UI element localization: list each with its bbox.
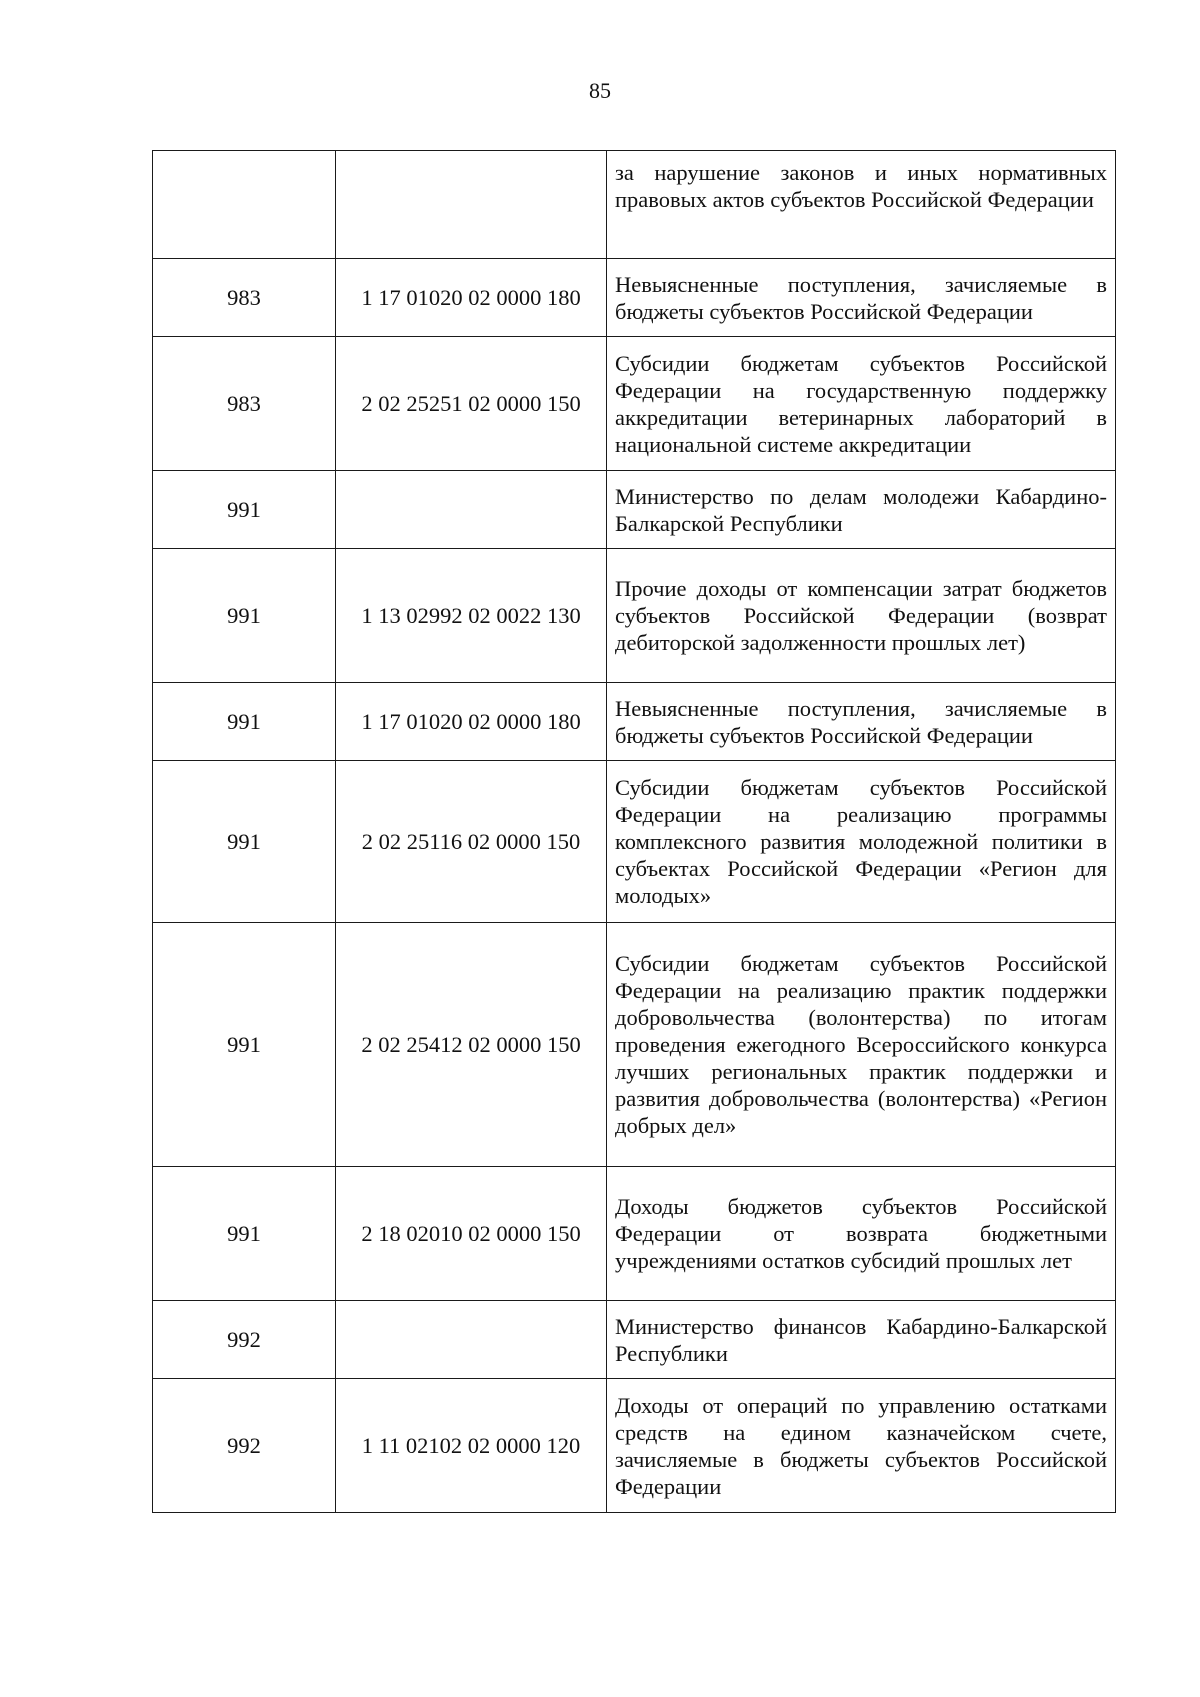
admin-code-cell: 992 (153, 1379, 336, 1513)
admin-code-cell: 991 (153, 1167, 336, 1301)
revenue-name-cell: Субсидии бюджетам субъектов Российской Федерации на реализацию программы комплексного развития молодежной политики в субъектах Российской Федерации «Регион для молодых» (607, 761, 1116, 923)
revenue-name-cell: Невыясненные поступления, зачисляемые в бюджеты субъектов Российской Федерации (607, 683, 1116, 761)
page-number: 85 (589, 78, 611, 103)
table-row (153, 1379, 1116, 1513)
revenue-name-cell: за нарушение законов и иных нормативных правовых актов субъектов Российской Федерации (607, 151, 1116, 259)
revenue-name-cell: Министерство по делам молодежи Кабардино-Балкарской Республики (607, 471, 1116, 549)
revenue-code-cell: 1 13 02992 02 0022 130 (336, 549, 607, 683)
revenue-code-cell: 2 18 02010 02 0000 150 (336, 1167, 607, 1301)
revenue-code-cell: 2 02 25412 02 0000 150 (336, 923, 607, 1167)
revenue-code-cell: 1 17 01020 02 0000 180 (336, 683, 607, 761)
admin-code-cell: 983 (153, 337, 336, 471)
revenue-code-cell (336, 151, 607, 259)
table-row (153, 1301, 1116, 1379)
admin-code-cell: 991 (153, 471, 336, 549)
admin-code-cell: 983 (153, 259, 336, 337)
revenue-code-cell (336, 471, 607, 549)
revenue-name-cell: Прочие доходы от компенсации затрат бюджетов субъектов Российской Федерации (возврат дебиторской задолженности прошлых лет) (607, 549, 1116, 683)
admin-code-cell: 991 (153, 923, 336, 1167)
revenue-name-cell: Доходы бюджетов субъектов Российской Федерации от возврата бюджетными учреждениями остатков субсидий прошлых лет (607, 1167, 1116, 1301)
revenue-codes-table (152, 150, 1116, 1513)
admin-code-cell: 991 (153, 683, 336, 761)
table-row (153, 259, 1116, 337)
revenue-code-cell: 2 02 25251 02 0000 150 (336, 337, 607, 471)
table-row (153, 923, 1116, 1167)
admin-code-cell: 992 (153, 1301, 336, 1379)
table-row (153, 1167, 1116, 1301)
revenue-name-cell: Невыясненные поступления, зачисляемые в бюджеты субъектов Российской Федерации (607, 259, 1116, 337)
revenue-name-cell: Доходы от операций по управлению остатками средств на едином казначейском счете, зачисляемые в бюджеты субъектов Российской Федерации (607, 1379, 1116, 1513)
revenue-name-cell: Субсидии бюджетам субъектов Российской Федерации на реализацию практик поддержки добровольчества (волонтерства) по итогам проведения ежегодного Всероссийского конкурса лучших региональных практик поддержки и развития добровольчества (волонтерства) «Регион добрых дел» (607, 923, 1116, 1167)
table-row (153, 471, 1116, 549)
revenue-code-cell: 1 11 02102 02 0000 120 (336, 1379, 607, 1513)
admin-code-cell: 991 (153, 761, 336, 923)
revenue-code-cell: 2 02 25116 02 0000 150 (336, 761, 607, 923)
table-row (153, 549, 1116, 683)
table-row (153, 683, 1116, 761)
revenue-name-cell: Министерство финансов Кабардино-Балкарской Республики (607, 1301, 1116, 1379)
admin-code-cell (153, 151, 336, 259)
revenue-code-cell (336, 1301, 607, 1379)
table-row (153, 337, 1116, 471)
revenue-name-cell: Субсидии бюджетам субъектов Российской Федерации на государственную поддержку аккредитации ветеринарных лабораторий в национальной системе аккредитации (607, 337, 1116, 471)
admin-code-cell: 991 (153, 549, 336, 683)
revenue-code-cell: 1 17 01020 02 0000 180 (336, 259, 607, 337)
table-row (153, 151, 1116, 259)
table-row (153, 761, 1116, 923)
